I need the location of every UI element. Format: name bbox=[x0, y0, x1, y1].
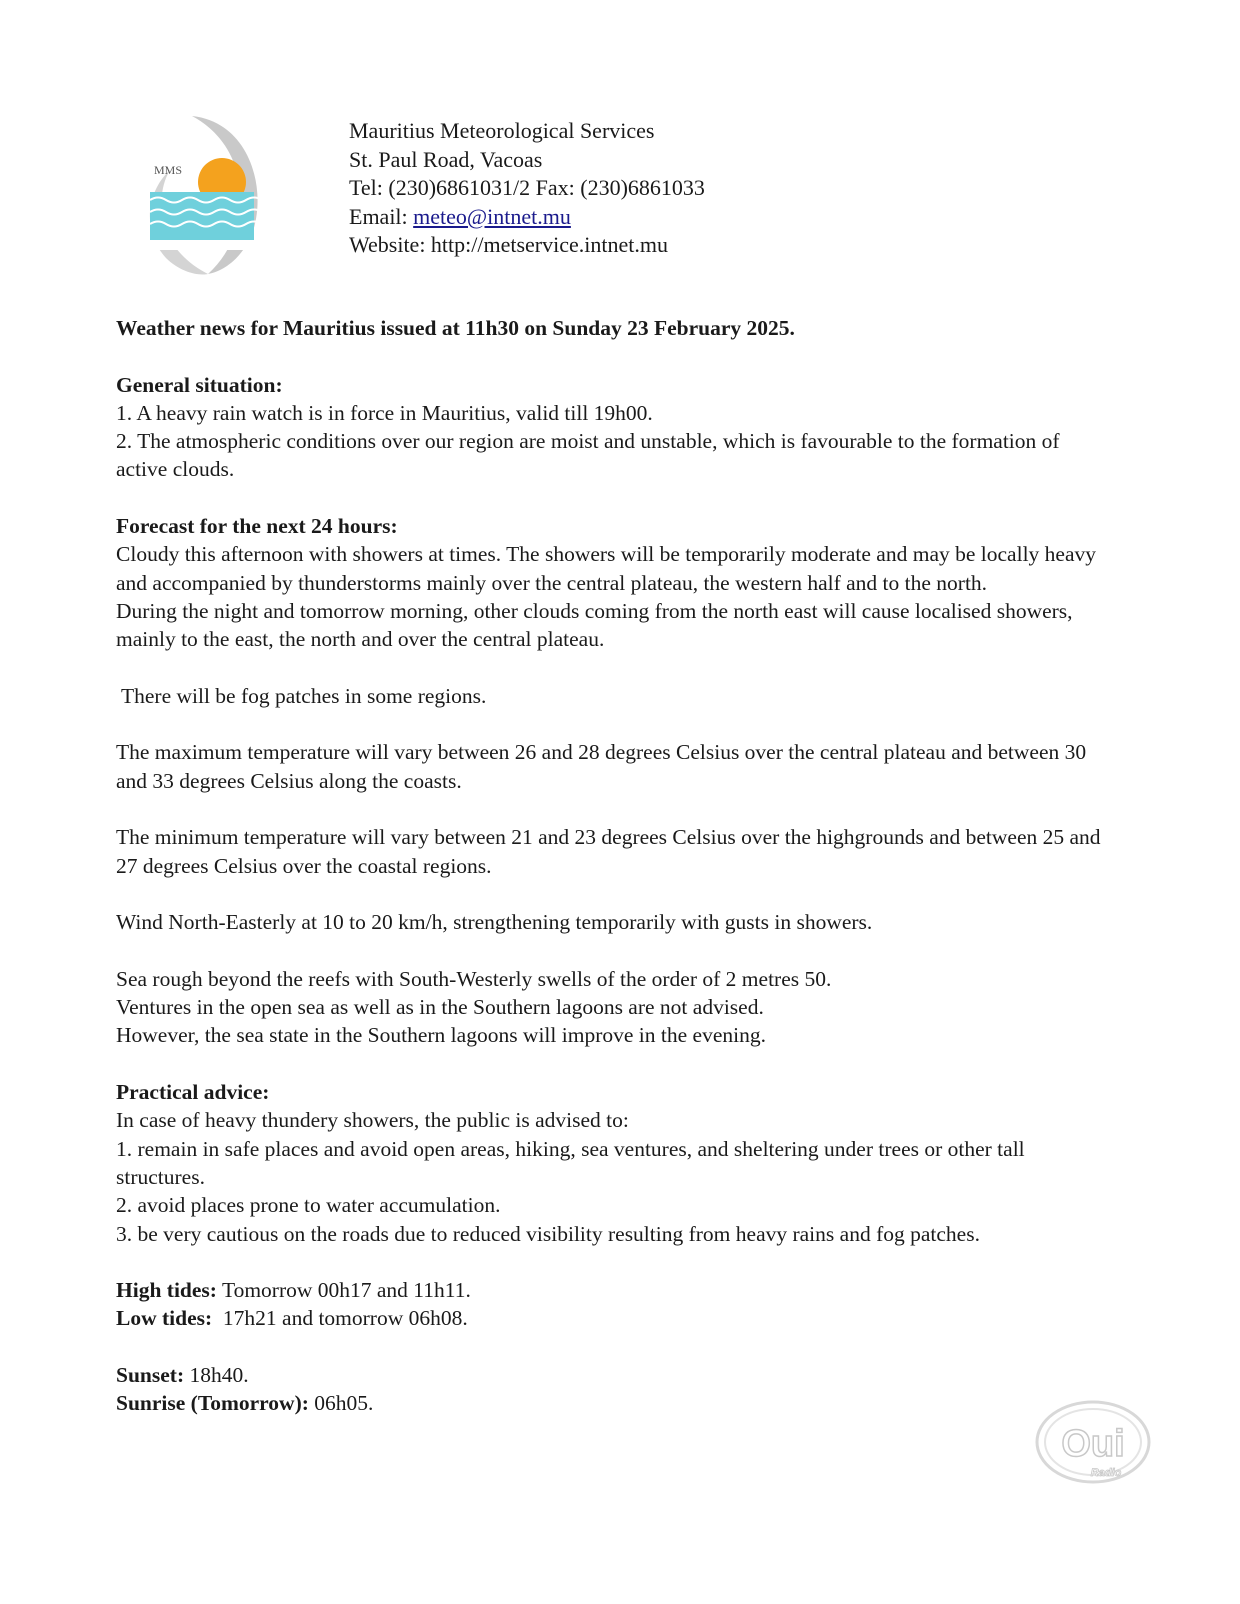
watermark-text: Oui bbox=[1061, 1423, 1125, 1465]
website-line: Website: http://metservice.intnet.mu bbox=[349, 232, 668, 257]
advice-item: 3. be very cautious on the roads due to reduced visibility resulting from heavy rains and fog patches. bbox=[116, 1221, 980, 1246]
high-tides-label: High tides: bbox=[116, 1278, 217, 1303]
logo-text: MMS bbox=[154, 163, 183, 177]
org-name: Mauritius Meteorological Services bbox=[349, 118, 655, 143]
bulletin-body bbox=[116, 314, 1116, 1418]
low-tides bbox=[116, 1304, 1116, 1332]
advice-intro: In case of heavy thundery showers, the public is advised to: bbox=[116, 1108, 629, 1133]
low-tides-label: Low tides: bbox=[116, 1306, 213, 1331]
bulletin-title: Weather news for Mauritius issued at 11h30 on Sunday 23 February 2025. bbox=[116, 316, 795, 340]
mms-logo bbox=[140, 112, 264, 276]
general-heading: General situation: bbox=[116, 372, 283, 397]
radio-watermark bbox=[1032, 1396, 1154, 1492]
advice-item: 1. remain in safe places and avoid open areas, hiking, sea ventures, and sheltering under trees or other tall structures. bbox=[116, 1136, 1025, 1189]
min-temperature: The minimum temperature will vary between 21 and 23 degrees Celsius over the highgrounds and between 25 and 27 degrees Celsius over the coastal regions. bbox=[116, 825, 1101, 878]
sunrise bbox=[116, 1389, 1116, 1417]
watermark-subtext: Radio bbox=[1090, 1467, 1122, 1479]
sunset bbox=[116, 1361, 1116, 1389]
email-link[interactable]: meteo@intnet.mu bbox=[413, 203, 571, 229]
advice-heading: Practical advice: bbox=[116, 1080, 270, 1105]
email-label: Email: bbox=[349, 203, 414, 229]
high-tides-value: Tomorrow 00h17 and 11h11. bbox=[216, 1278, 471, 1303]
fog-note: There will be fog patches in some regions. bbox=[116, 683, 487, 708]
email-line bbox=[349, 203, 705, 232]
sunset-label: Sunset: bbox=[116, 1362, 185, 1387]
general-line: 1. A heavy rain watch is in force in Mauritius, valid till 19h00. bbox=[116, 400, 653, 425]
forecast-paragraph: During the night and tomorrow morning, other clouds coming from the north east will cause localised showers, mainly to the east, the north and over the central plateau. bbox=[116, 598, 1073, 652]
general-line: 2. The atmospheric conditions over our region are moist and unstable, which is favourable to the formation of active clouds. bbox=[116, 429, 1060, 482]
forecast-heading: Forecast for the next 24 hours: bbox=[116, 514, 398, 539]
sunrise-value: 06h05. bbox=[308, 1391, 374, 1416]
sunrise-label: Sunrise (Tomorrow): bbox=[116, 1391, 309, 1416]
sea-line: Sea rough beyond the reefs with South-Westerly swells of the order of 2 metres 50. bbox=[116, 966, 832, 991]
sunset-value: 18h40. bbox=[184, 1362, 249, 1387]
phone-fax: Tel: (230)6861031/2 Fax: (230)6861033 bbox=[349, 175, 705, 200]
high-tides bbox=[116, 1276, 1116, 1304]
advice-item: 2. avoid places prone to water accumulation. bbox=[116, 1193, 501, 1218]
sea-line: Ventures in the open sea as well as in the Southern lagoons are not advised. bbox=[116, 995, 764, 1020]
max-temperature: The maximum temperature will vary between 26 and 28 degrees Celsius over the central plateau and between 30 and 33 degrees Celsius along the coasts. bbox=[116, 740, 1087, 793]
sea-line: However, the sea state in the Southern lagoons will improve in the evening. bbox=[116, 1023, 766, 1048]
letterhead bbox=[349, 117, 705, 260]
org-address: St. Paul Road, Vacoas bbox=[349, 146, 543, 172]
forecast-paragraph: Cloudy this afternoon with showers at times. The showers will be temporarily moderate and may be locally heavy and accompanied by thunderstorms mainly over the central plateau, the western half and to the north. bbox=[116, 542, 1097, 595]
wind-forecast: Wind North-Easterly at 10 to 20 km/h, strengthening temporarily with gusts in showers. bbox=[116, 910, 873, 935]
low-tides-value: 17h21 and tomorrow 06h08. bbox=[212, 1306, 468, 1331]
